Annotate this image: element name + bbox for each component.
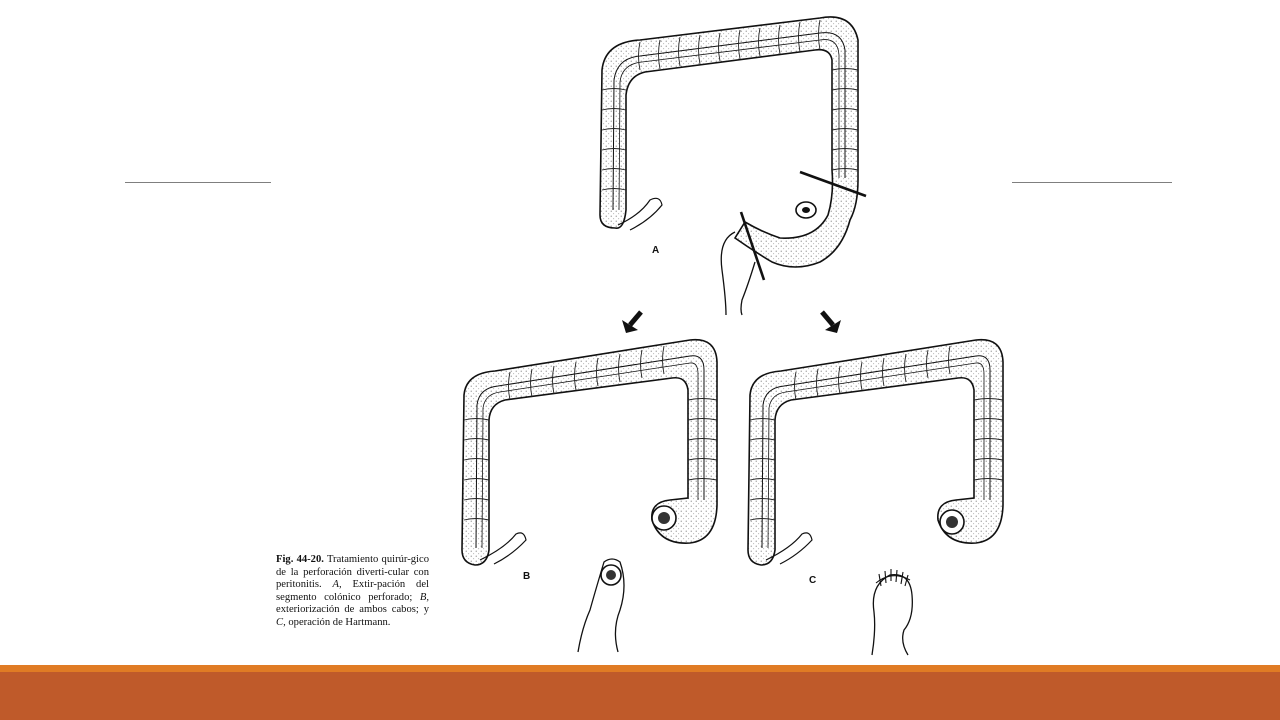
- caption-text-1: Tratamiento quirúr-gico de la perforación diverti-cular con peritonitis.: [276, 554, 429, 591]
- caption-a-ref: A,: [332, 579, 342, 591]
- caption-b-ref: B,: [419, 591, 429, 603]
- caption-text-2: Extir-pación del segmento colónico perforado;: [276, 579, 429, 603]
- label-c: C: [809, 575, 817, 586]
- arrow-right: [822, 312, 841, 333]
- label-b: B: [523, 571, 531, 582]
- colon-c-outline: [748, 340, 1003, 565]
- caption-c-ref: C,: [276, 616, 286, 628]
- colon-panel-b: [462, 340, 717, 652]
- arrow-left: [622, 312, 641, 333]
- footer-accent-stripe: [0, 665, 1280, 672]
- colon-panel-a: [600, 17, 866, 315]
- caption-fig-ref: Fig. 44-20.: [276, 554, 324, 565]
- figure-caption: [276, 554, 429, 630]
- caption-text-3: exteriorización de ambos cabos; y: [276, 604, 429, 616]
- colon-b-outline: [462, 340, 717, 565]
- label-a: A: [652, 245, 660, 256]
- hartmann-stump: [872, 575, 912, 655]
- colon-panel-c: [748, 340, 1003, 655]
- caption-text-4: operación de Hartmann.: [285, 616, 391, 628]
- footer-bar: [0, 672, 1280, 720]
